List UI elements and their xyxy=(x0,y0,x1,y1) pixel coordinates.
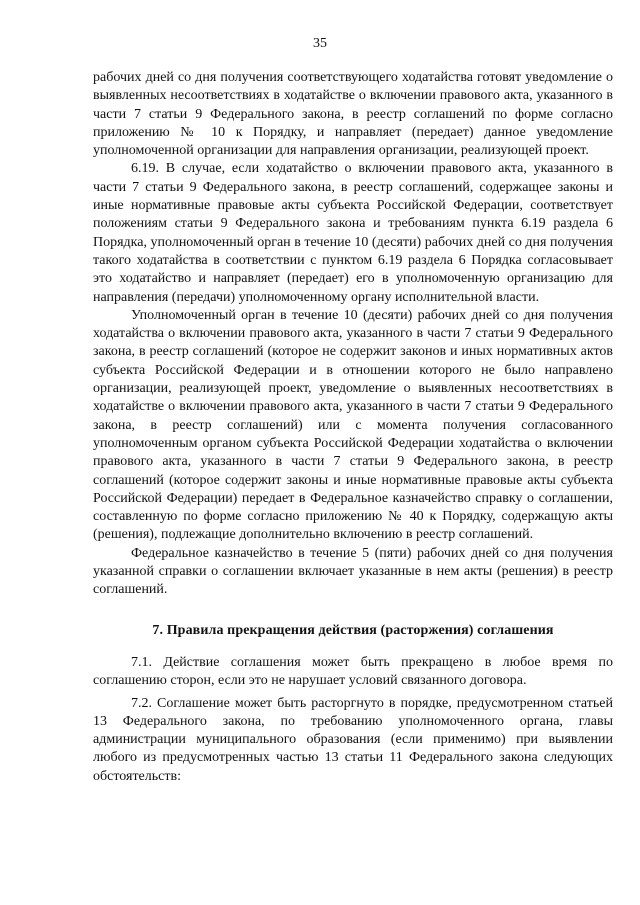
paragraph-7-1: 7.1. Действие соглашения может быть прекращено в любое время по соглашению сторон, если это не нарушает условий связанного договора. xyxy=(93,654,613,689)
paragraph-treasury: Федеральное казначейство в течение 5 (пяти) рабочих дней со дня получения указанной справки о соглашении включает указанные в нем акты (решения) в реестр соглашений. xyxy=(93,545,613,598)
paragraph-7-2: 7.2. Соглашение может быть расторгнуто в порядке, предусмотренном статьей 13 Федерального закона, по требованию уполномоченного органа, главы администрации муниципального образования (если применимо) при выявлении любого из предусмотренных частью 13 статьи 11 Федерального закона следующих обстоятельств: xyxy=(93,695,613,784)
paragraph-continuation: рабочих дней со дня получения соответствующего ходатайства готовят уведомление о выявленных несоответствиях в ходатайстве о включении правового акта, указанного в части 7 статьи 9 Федерального закона, в реестр соглашений по форме согласно приложению № 10 к Порядку, и направляет (передает) данное уведомление уполномоченной организации для направления организации, реализующей проект. xyxy=(93,70,613,159)
paragraph-6-19: 6.19. В случае, если ходатайство о включении правового акта, указанного в части 7 статьи 9 Федерального закона, в реестр соглашений, содержащее законы и иные нормативные правовые акты субъекта Российской Федерации, соответствует положениям статьи 9 Федерального закона и требованиям пункта 6.19 раздела 6 Порядка, уполномоченный орган в течение 10 (десяти) рабочих дней со дня получения такого ходатайства в соответствии с пунктом 6.19 раздела 6 Порядка согласовывает это ходатайство и направляет (передает) его в уполномоченную организацию для направления (передачи) уполномоченному органу исполнительной власти. xyxy=(93,161,613,305)
document-body xyxy=(93,69,613,786)
section-heading: 7. Правила прекращения действия (расторжения) соглашения xyxy=(152,622,554,638)
paragraph-authorized-body: Уполномоченный орган в течение 10 (десяти) рабочих дней со дня получения ходатайства о включении правового акта, указанного в части 7 статьи 9 Федерального закона, в реестр соглашений (которое не содержит законов и иных нормативных актов субъекта Российской Федерации и в отношении которого не было направлено организации, реализующей проект, уведомление о выявленных несоответствиях в ходатайстве о включении правового акта, указанного в части 7 статьи 9 Федерального закона, в реестр соглашений) или с момента получения согласованного уполномоченным органом субъекта Российской Федерации ходатайства о включении правового акта, указанного в части 7 статьи 9 Федерального закона, в реестр соглашений (которое содержит законы и иные нормативные правовые акты субъекта Российской Федерации) передает в Федеральное казначейство справку о соглашении, составленную по форме согласно приложению № 40 к Порядку, содержащую акты (решения), подлежащие дополнительно включению в реестр соглашений. xyxy=(93,307,613,543)
page-number: 35 xyxy=(313,36,327,51)
